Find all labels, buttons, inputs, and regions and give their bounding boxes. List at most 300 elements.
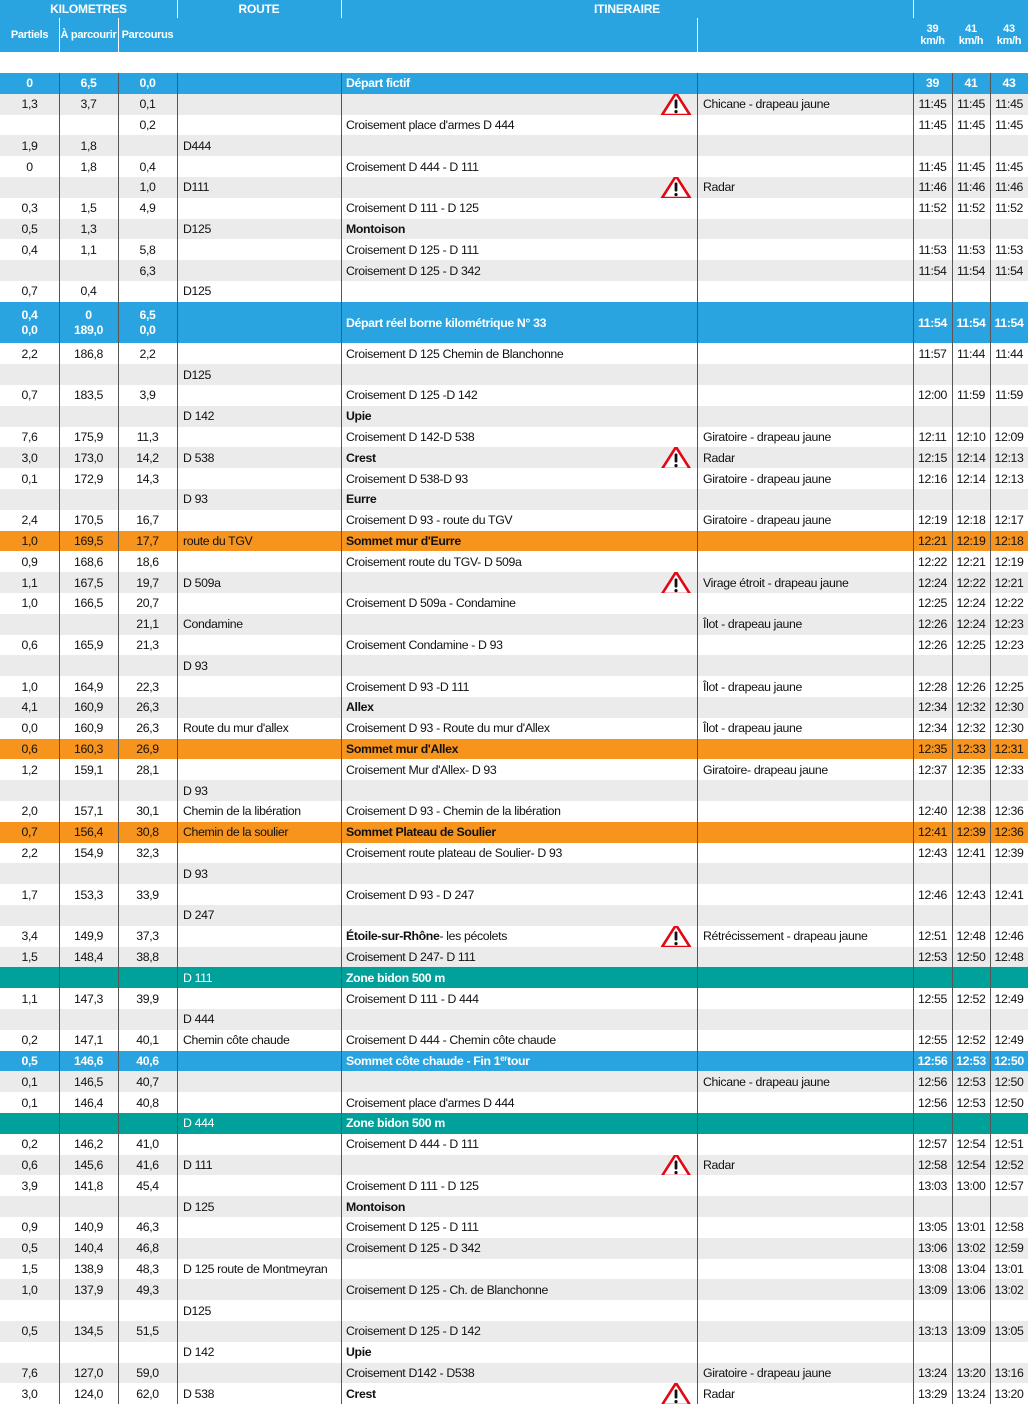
warning-cell	[657, 1175, 695, 1196]
note-cell	[703, 1342, 911, 1363]
partiels-cell: 1,0	[21, 596, 38, 611]
time-43-cell: 13:16	[994, 1365, 1024, 1380]
note-cell	[703, 1092, 911, 1113]
a-parcourir-cell: 140,4	[73, 1241, 104, 1256]
note-cell	[703, 73, 911, 94]
partiels-cell: 4,1	[21, 700, 38, 715]
table-row	[0, 739, 1028, 760]
time-43-cell: 12:09	[994, 429, 1024, 444]
itineraire-cell: Zone bidon 500 m	[346, 1116, 445, 1131]
table-row	[0, 1300, 1028, 1321]
speed-43-header: 43 km/h	[996, 23, 1022, 47]
itineraire-cell: Croisement D 125 - D 342	[346, 1241, 481, 1256]
table-row	[0, 302, 1028, 344]
note-cell	[703, 1113, 911, 1134]
parcourus-cell: 30,8	[136, 825, 159, 840]
a-parcourir-cell: 145,6	[73, 1157, 104, 1172]
a-parcourir-cell	[59, 177, 118, 198]
table-row	[0, 551, 1028, 572]
time-43-cell: 12:58	[994, 1220, 1024, 1235]
time-41-cell: 12:25	[956, 637, 986, 652]
parcourus-cell: 6,5 0,0	[139, 307, 156, 337]
time-39-cell: 11:45	[918, 159, 947, 174]
time-41-cell: 11:45	[956, 159, 986, 174]
a-parcourir-cell: 146,5	[73, 1074, 104, 1089]
partiels-cell: 1,3	[21, 97, 38, 112]
warning-triangle-icon	[660, 926, 692, 947]
time-41-cell: 12:32	[956, 700, 986, 715]
itineraire-cell: Eurre	[346, 492, 377, 507]
route-cell: D111	[183, 180, 210, 195]
partiels-cell: 2,4	[21, 513, 38, 528]
time-39-cell: 11:45	[918, 97, 947, 112]
partiels-cell: 0,1	[21, 1095, 38, 1110]
time-43-cell: 12:23	[994, 637, 1024, 652]
table-row	[0, 1196, 1028, 1217]
a-parcourir-header: À parcourir	[60, 29, 117, 41]
route-cell	[183, 739, 338, 760]
a-parcourir-cell: 141,8	[73, 1178, 104, 1193]
parcourus-cell	[118, 905, 177, 926]
table-row	[0, 1009, 1028, 1030]
route-cell	[183, 759, 338, 780]
note-cell	[703, 1217, 911, 1238]
time-39-cell	[913, 967, 952, 988]
partiels-cell: 3,9	[21, 1178, 38, 1193]
time-41-cell: 13:02	[956, 1241, 986, 1256]
note-cell	[703, 801, 911, 822]
a-parcourir-cell: 166,5	[73, 596, 104, 611]
warning-cell	[657, 447, 695, 468]
note-cell	[703, 406, 911, 427]
table-row	[0, 759, 1028, 780]
itineraire-cell: Croisement D 93 - D 247	[346, 887, 474, 902]
time-43-cell	[990, 1196, 1028, 1217]
warning-cell	[657, 1092, 695, 1113]
time-43-cell	[990, 135, 1028, 156]
time-41-cell: 11:53	[956, 242, 986, 257]
note-cell	[703, 115, 911, 136]
time-43-cell: 43	[1002, 76, 1016, 91]
itineraire-cell: Croisement D 125 - Ch. de Blanchonne	[346, 1282, 549, 1297]
time-39-cell: 12:43	[917, 845, 948, 860]
time-41-cell	[952, 967, 990, 988]
time-43-cell: 12:36	[994, 825, 1024, 840]
time-41-cell: 13:04	[956, 1261, 986, 1276]
time-39-cell: 11:45	[918, 117, 947, 132]
time-39-cell: 13:13	[917, 1324, 948, 1339]
note-cell	[703, 739, 911, 760]
time-41-cell	[952, 1009, 990, 1030]
parcourus-cell: 46,8	[136, 1241, 159, 1256]
partiels-cell	[0, 1196, 59, 1217]
time-43-cell: 12:48	[994, 949, 1024, 964]
time-41-cell: 13:01	[956, 1220, 986, 1235]
parcourus-cell: 49,3	[136, 1282, 159, 1297]
a-parcourir-cell: 165,9	[73, 637, 104, 652]
a-parcourir-cell: 167,5	[73, 575, 104, 590]
itineraire-cell: Croisement place d'armes D 444	[346, 117, 515, 132]
warning-cell	[657, 1113, 695, 1134]
a-parcourir-cell: 186,8	[73, 346, 104, 361]
route-cell: D 93	[183, 658, 208, 673]
a-parcourir-cell	[59, 905, 118, 926]
parcourus-cell: 2,2	[139, 346, 156, 361]
itineraire-cell	[346, 1071, 656, 1092]
route-cell	[183, 94, 338, 115]
itineraire-cell: Croisement D 125 -D 142	[346, 388, 478, 403]
time-39-cell	[913, 1009, 952, 1030]
note-cell	[703, 364, 911, 385]
parcourus-cell	[118, 967, 177, 988]
warning-cell	[657, 780, 695, 801]
time-41-cell: 11:45	[956, 117, 986, 132]
table-row	[0, 281, 1028, 302]
time-41-cell: 13:09	[956, 1324, 986, 1339]
time-43-cell: 12:49	[994, 991, 1024, 1006]
a-parcourir-cell: 0,4	[80, 284, 97, 299]
a-parcourir-cell: 173,0	[73, 450, 104, 465]
a-parcourir-cell: 1,8	[80, 159, 97, 174]
time-41-cell: 12:14	[956, 450, 986, 465]
time-43-cell: 11:46	[994, 180, 1024, 195]
a-parcourir-cell	[59, 967, 118, 988]
table-row	[0, 1238, 1028, 1259]
route-cell	[183, 239, 338, 260]
table-row	[0, 1363, 1028, 1384]
time-41-cell: 12:22	[956, 575, 986, 590]
itineraire-cell	[346, 1009, 656, 1030]
time-43-cell: 12:50	[994, 1074, 1024, 1089]
warning-cell	[657, 884, 695, 905]
itineraire-cell: Croisement D 125 Chemin de Blanchonne	[346, 346, 564, 361]
itineraire-cell	[346, 1259, 656, 1280]
time-39-cell: 12:00	[917, 388, 948, 403]
itineraire-cell: Crest	[346, 450, 376, 465]
time-41-cell	[952, 406, 990, 427]
itineraire-cell: Croisement D142 - D538	[346, 1365, 475, 1380]
a-parcourir-cell: 1,8	[80, 138, 97, 153]
route-cell	[183, 156, 338, 177]
parcourus-cell: 22,3	[136, 679, 159, 694]
table-row	[0, 427, 1028, 448]
time-39-cell: 39	[926, 76, 939, 91]
partiels-cell	[0, 655, 59, 676]
route-cell	[183, 1238, 338, 1259]
itineraire-cell: Croisement D 111 - D 444	[346, 991, 479, 1006]
time-39-cell: 12:58	[917, 1157, 948, 1172]
time-43-cell	[990, 1009, 1028, 1030]
time-41-cell: 12:53	[956, 1074, 986, 1089]
a-parcourir-cell: 169,5	[73, 533, 104, 548]
warning-cell	[657, 718, 695, 739]
warning-triangle-icon	[660, 447, 692, 468]
header-top-band	[0, 0, 1028, 18]
partiels-cell: 1,7	[21, 887, 38, 902]
a-parcourir-cell: 170,5	[73, 513, 104, 528]
parcourus-cell: 51,5	[136, 1324, 159, 1339]
warning-cell	[657, 1279, 695, 1300]
a-parcourir-cell	[59, 406, 118, 427]
time-39-cell: 11:57	[918, 346, 947, 361]
time-41-cell	[952, 489, 990, 510]
route-cell: D 509a	[183, 575, 221, 590]
time-41-cell: 12:18	[956, 513, 986, 528]
parcourus-cell	[118, 1113, 177, 1134]
note-cell	[703, 198, 911, 219]
partiels-cell: 0,7	[21, 388, 38, 403]
warning-cell	[657, 198, 695, 219]
time-41-cell: 12:54	[956, 1137, 986, 1152]
column-divider	[697, 73, 698, 1404]
partiels-cell: 2,2	[21, 346, 38, 361]
note-cell	[703, 489, 911, 510]
itineraire-cell	[346, 281, 656, 302]
itineraire-cell: Zone bidon 500 m	[346, 970, 445, 985]
a-parcourir-cell	[59, 863, 118, 884]
time-43-cell	[990, 489, 1028, 510]
time-41-cell: 12:24	[956, 617, 986, 632]
time-39-cell: 11:52	[918, 201, 947, 216]
time-41-cell: 12:14	[956, 471, 986, 486]
a-parcourir-cell	[59, 364, 118, 385]
a-parcourir-cell: 1,1	[80, 242, 97, 257]
warning-cell	[657, 135, 695, 156]
itineraire-cell	[346, 364, 656, 385]
warning-cell	[657, 1134, 695, 1155]
parcourus-cell	[118, 1300, 177, 1321]
route-cell	[183, 1363, 338, 1384]
partiels-cell: 0,0	[21, 721, 38, 736]
parcourus-cell: 28,1	[136, 762, 159, 777]
itineraire-cell: Croisement D 125 - D 142	[346, 1324, 481, 1339]
table-row	[0, 780, 1028, 801]
parcourus-cell: 40,6	[136, 1053, 159, 1068]
route-cell: Chemin de la soulier	[183, 825, 289, 840]
column-divider	[118, 73, 119, 1404]
time-39-cell: 12:22	[917, 554, 948, 569]
note-cell	[703, 156, 911, 177]
time-39-cell: 12:19	[917, 513, 948, 528]
a-parcourir-cell: 160,9	[73, 721, 104, 736]
parcourus-cell: 32,3	[136, 845, 159, 860]
parcourus-cell	[118, 655, 177, 676]
parcourus-cell: 11,3	[136, 429, 159, 444]
table-row	[0, 1321, 1028, 1342]
note-cell	[703, 1134, 911, 1155]
note-cell	[703, 1259, 911, 1280]
parcourus-cell	[118, 489, 177, 510]
warning-triangle-icon	[660, 1155, 692, 1176]
warning-cell	[657, 1363, 695, 1384]
a-parcourir-cell: 168,6	[73, 554, 104, 569]
note-cell: Radar	[703, 450, 735, 465]
time-39-cell: 12:26	[917, 637, 948, 652]
warning-cell	[657, 655, 695, 676]
partiels-cell: 1,5	[21, 949, 38, 964]
itineraire-cell: Montoison	[346, 221, 406, 236]
warning-cell	[657, 739, 695, 760]
time-39-cell: 12:46	[917, 887, 948, 902]
time-41-cell: 12:24	[956, 596, 986, 611]
parcourus-cell	[118, 1009, 177, 1030]
note-cell	[703, 302, 911, 344]
warning-cell	[657, 551, 695, 572]
parcourus-cell: 19,7	[136, 575, 159, 590]
warning-cell	[657, 1009, 695, 1030]
a-parcourir-cell: 124,0	[73, 1386, 104, 1401]
parcourus-cell: 40,1	[136, 1033, 159, 1048]
time-43-cell	[990, 1342, 1028, 1363]
itineraire-cell: Croisement Condamine - D 93	[346, 637, 503, 652]
warning-cell	[657, 427, 695, 448]
note-cell	[703, 385, 911, 406]
parcourus-cell: 5,8	[139, 242, 156, 257]
time-39-cell: 12:28	[917, 679, 948, 694]
a-parcourir-cell: 153,3	[73, 887, 104, 902]
partiels-cell: 2,0	[21, 804, 38, 819]
partiels-cell	[0, 406, 59, 427]
partiels-cell: 1,1	[21, 991, 38, 1006]
a-parcourir-cell: 172,9	[73, 471, 104, 486]
note-cell: Giratoire - drapeau jaune	[703, 513, 831, 528]
time-41-cell: 41	[964, 76, 978, 91]
time-41-cell: 12:39	[956, 825, 986, 840]
partiels-cell: 1,0	[21, 533, 38, 548]
time-43-cell: 12:22	[994, 596, 1024, 611]
itineraire-cell: Croisement D 93 - Route du mur d'Allex	[346, 721, 550, 736]
table-row	[0, 697, 1028, 718]
parcourus-cell: 14,3	[136, 471, 159, 486]
time-39-cell	[913, 1113, 952, 1134]
route-cell	[183, 427, 338, 448]
parcourus-cell	[118, 281, 177, 302]
partiels-cell: 0,4	[21, 242, 38, 257]
time-39-cell: 13:05	[917, 1220, 948, 1235]
warning-cell	[657, 73, 695, 94]
time-43-cell: 11:45	[994, 117, 1024, 132]
partiels-cell: 0,7	[21, 825, 38, 840]
time-39-cell	[913, 406, 952, 427]
parcourus-cell: 48,3	[136, 1261, 159, 1276]
parcourus-cell: 62,0	[136, 1386, 159, 1401]
partiels-cell: 0	[26, 159, 33, 174]
itineraire-cell: Sommet mur d'Eurre	[346, 533, 461, 548]
parcourus-cell: 37,3	[136, 929, 159, 944]
time-43-cell: 11:45	[994, 97, 1024, 112]
partiels-cell: 3,4	[21, 929, 38, 944]
itineraire-cell: Croisement D 509a - Condamine	[346, 596, 516, 611]
table-row	[0, 1383, 1028, 1404]
warning-cell	[657, 468, 695, 489]
a-parcourir-cell	[59, 1009, 118, 1030]
time-39-cell: 12:24	[917, 575, 948, 590]
table-row	[0, 1113, 1028, 1134]
partiels-cell: 0,5	[21, 1241, 38, 1256]
time-39-cell	[913, 489, 952, 510]
itineraire-cell: Croisement D 111 - D 125	[346, 1178, 479, 1193]
itineraire-cell: Croisement D 93 - Chemin de la libération	[346, 804, 561, 819]
route-cell	[183, 1175, 338, 1196]
note-cell	[703, 343, 911, 364]
time-43-cell	[990, 655, 1028, 676]
note-cell: Giratoire- drapeau jaune	[703, 762, 828, 777]
parcourus-cell: 21,1	[136, 617, 159, 632]
parcourus-cell: 0,4	[139, 159, 156, 174]
itineraire-cell: Croisement D 538-D 93	[346, 471, 468, 486]
partiels-cell	[0, 614, 59, 635]
itineraire-cell	[346, 94, 656, 115]
time-39-cell: 12:35	[917, 741, 948, 756]
time-41-cell	[952, 863, 990, 884]
warning-cell	[657, 1196, 695, 1217]
table-row	[0, 947, 1028, 968]
a-parcourir-cell: 146,2	[73, 1137, 104, 1152]
time-39-cell	[913, 1300, 952, 1321]
note-cell: Giratoire - drapeau jaune	[703, 429, 831, 444]
note-cell	[703, 531, 911, 552]
warning-cell	[657, 635, 695, 656]
warning-cell	[657, 697, 695, 718]
warning-cell	[657, 1238, 695, 1259]
time-41-cell: 12:35	[956, 762, 986, 777]
partiels-cell	[0, 115, 59, 136]
parcourus-cell: 38,8	[136, 949, 159, 964]
a-parcourir-cell: 146,6	[73, 1053, 104, 1068]
warning-cell	[657, 1300, 695, 1321]
itineraire-cell: Croisement D 125 - D 111	[346, 242, 479, 257]
itineraire-cell: Croisement D 125 - D 111	[346, 1220, 479, 1235]
note-cell: Îlot - drapeau jaune	[703, 679, 802, 694]
note-cell: Îlot - drapeau jaune	[703, 617, 802, 632]
itineraire-cell: Départ fictif	[346, 76, 410, 91]
itineraire-cell: Montoison	[346, 1199, 406, 1214]
a-parcourir-cell: 137,9	[73, 1282, 104, 1297]
warning-cell	[657, 676, 695, 697]
time-39-cell: 11:54	[917, 315, 948, 330]
a-parcourir-cell: 146,4	[73, 1095, 104, 1110]
note-cell: Giratoire - drapeau jaune	[703, 471, 831, 486]
time-43-cell: 11:52	[994, 201, 1024, 216]
time-43-cell: 11:53	[994, 242, 1024, 257]
itineraire-cell: Croisement D 444 - Chemin côte chaude	[346, 1033, 556, 1048]
table-row	[0, 635, 1028, 656]
time-41-cell	[952, 364, 990, 385]
itineraire-cell	[346, 780, 656, 801]
time-41-cell: 11:52	[956, 201, 986, 216]
time-43-cell: 12:36	[994, 804, 1024, 819]
table-row	[0, 926, 1028, 947]
parcourus-cell: 33,9	[136, 887, 159, 902]
itineraire-cell: Étoile-sur-Rhône - les pécolets	[346, 929, 508, 944]
time-43-cell	[990, 364, 1028, 385]
warning-cell	[657, 364, 695, 385]
warning-cell	[657, 219, 695, 240]
a-parcourir-cell	[59, 1300, 118, 1321]
a-parcourir-cell: 160,3	[73, 741, 104, 756]
table-row	[0, 198, 1028, 219]
header-bottom-band	[0, 18, 1028, 52]
route-cell	[183, 947, 338, 968]
parcourus-cell	[118, 219, 177, 240]
time-41-cell: 13:06	[956, 1282, 986, 1297]
time-43-cell: 12:25	[994, 679, 1024, 694]
time-39-cell: 12:56	[917, 1095, 948, 1110]
a-parcourir-cell: 157,1	[73, 804, 104, 819]
time-43-cell: 12:18	[994, 533, 1024, 548]
time-41-cell: 11:59	[956, 388, 986, 403]
time-43-cell	[990, 780, 1028, 801]
